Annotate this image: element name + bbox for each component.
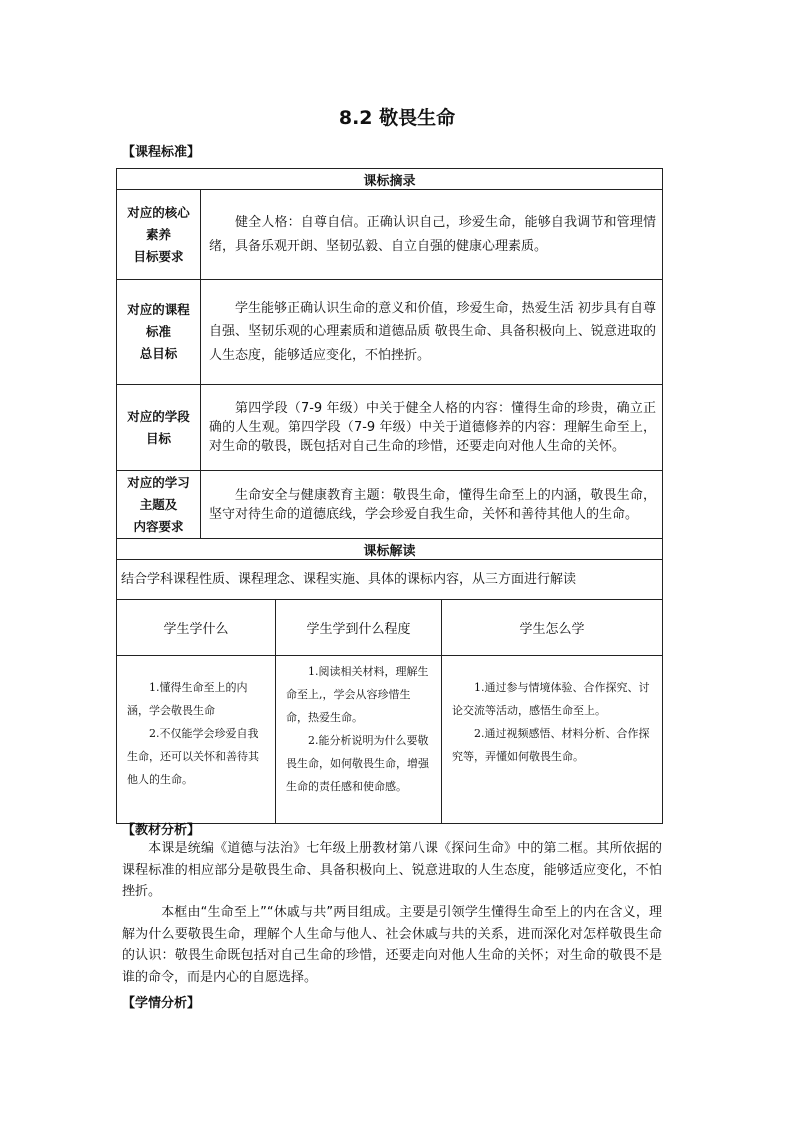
cell-how-to-learn: 1.通过参与情境体验、合作探究、讨论交流等活动，感悟生命至上。 2.通过视频感悟、材料分析、合作探究等，弄懂如何敬畏生命。 bbox=[442, 656, 663, 824]
row-content-learning-theme: 生命安全与健康教育主题：敬畏生命，懂得生命至上的内涵，敬畏生命，坚守对待生命的道德底线，学会珍爱自我生命，关怀和善待其他人的生命。 bbox=[201, 471, 663, 539]
cell-what-to-learn: 1.懂得生命至上的内涵，学会敬畏生命 2.不仅能学会珍爱自我生命，还可以关怀和善待其他人的生命。 bbox=[117, 656, 276, 824]
column-header-what: 学生学什么 bbox=[117, 600, 276, 656]
row-label-learning-theme: 对应的学习 主题及 内容要求 bbox=[117, 471, 201, 539]
row-label-core-literacy: 对应的核心 素养 目标要求 bbox=[117, 190, 201, 280]
table-header-interpretation: 课标解读 bbox=[117, 539, 663, 560]
row-content-stage-goal: 第四学段（7-9 年级）中关于健全人格的内容：懂得生命的珍贵，确立正确的人生观。第四学段（7-9 年级）中关于道德修养的内容：理解生命至上，对生命的敬畏，既包括对自己生命的珍惜，还要走向对他人生命的关怀。 bbox=[201, 385, 663, 471]
column-header-how: 学生怎么学 bbox=[442, 600, 663, 656]
interpretation-text: 结合学科课程性质、课程理念、课程实施、具体的课标内容，从三方面进行解读 bbox=[117, 560, 663, 600]
column-header-degree: 学生学到什么程度 bbox=[276, 600, 442, 656]
curriculum-table bbox=[116, 168, 663, 824]
cell-learning-degree: 1.阅读相关材料，理解生命至上,，学会从容珍惜生命，热爱生命。 2.能分析说明为什么要敬畏生命，如何敬畏生命，增强生命的责任感和使命感。 bbox=[276, 656, 442, 824]
section-heading-learner: 【学情分析】 bbox=[122, 996, 201, 1011]
analysis-paragraph-2: 本框由“生命至上”“休戚与共”两目组成。主要是引领学生懂得生命至上的内在含义，理解为什么要敬畏生命，理解个人生命与他人、社会休戚与共的关系，进而深化对怎样敬畏生命的认识：敬畏生命既包括对自己生命的珍惜，还要走向对他人生命的关怀；对生命的敬畏不是谁的命令，而是内心的自愿选择。 bbox=[122, 905, 662, 985]
section-heading-curriculum: 【课程标准】 bbox=[122, 145, 201, 160]
row-content-core-literacy: 健全人格：自尊自信。正确认识自己，珍爱生命，能够自我调节和管理情绪，具备乐观开朗、坚韧弘毅、自立自强的健康心理素质。 bbox=[201, 190, 663, 280]
table-header-excerpt: 课标摘录 bbox=[117, 169, 663, 190]
section-heading-textbook: 【教材分析】 bbox=[122, 823, 201, 838]
row-content-overall-goal: 学生能够正确认识生命的意义和价值，珍爱生命，热爱生活 初步具有自尊自强、坚韧乐观的心理素质和道德品质 敬畏生命、具备积极向上、锐意进取的人生态度，能够适应变化，不怕挫折。 bbox=[201, 280, 663, 385]
page-title: 8.2 敬畏生命 bbox=[338, 107, 456, 129]
analysis-paragraph-1: 本课是统编《道德与法治》七年级上册教材第八课《探问生命》中的第二框。其所依据的课程标准的相应部分是敬畏生命、具备积极向上、锐意进取的人生态度，能够适应变化，不怕挫折。 bbox=[122, 841, 662, 899]
row-label-overall-goal: 对应的课程 标准 总目标 bbox=[117, 280, 201, 385]
row-label-stage-goal: 对应的学段 目标 bbox=[117, 385, 201, 471]
